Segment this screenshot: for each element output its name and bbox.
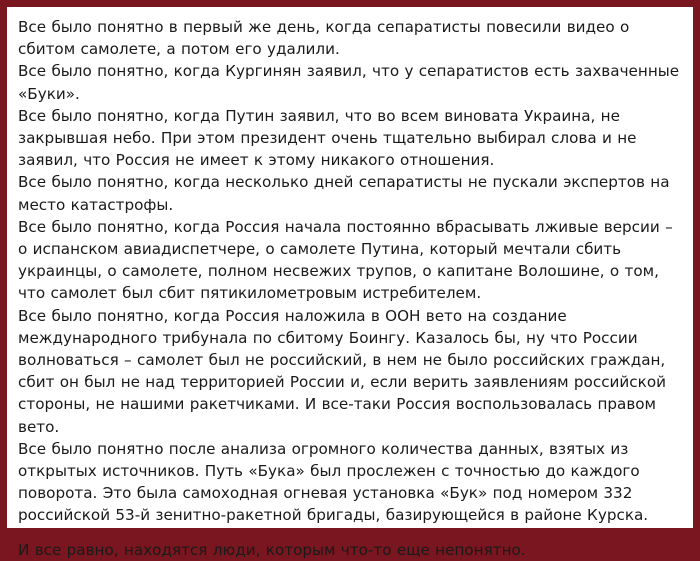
paragraph-first-day-video: Все было понятно в первый же день, когда сепаратисты повесили видео о сбитом самолете, а потом его удалили.: [18, 18, 630, 59]
paragraph-false-versions: Все было понятно, когда Россия начала постоянно вбрасывать лживые версии – о испанском авиадиспетчере, о самолете Путина, который мечтали сбить украинцы, о самолете, полном несвежих трупов, о капитане Волошине, о том, что самолет был сбит пятикилометровым истребителем.: [18, 217, 673, 303]
closing-paragraph: И все равно, находятся люди, которым что-то еще непонятно.: [18, 540, 526, 559]
paragraph-putin-statement: Все было понятно, когда Путин заявил, что во всем виновата Украина, не закрывшая небо. При этом президент очень тщательно выбирал слова и не заявил, что Россия не имеет к этому никакого отношения.: [18, 106, 637, 170]
paragraph-open-source-analysis: Все было понятно после анализа огромного количества данных, взятых из открытых источников. Путь «Бука» был прослежен с точностью до каждого поворота. Это была самоходная огневая установка «Бук» под номером 332 российской 53-й зенитно-ракетной бригады, базирующейся в районе Курска.: [18, 439, 649, 525]
paragraph-kurginyan-buk: Все было понятно, когда Кургинян заявил, что у сепаратистов есть захваченные «Буки».: [18, 62, 680, 103]
paragraph-experts-blocked: Все было понятно, когда несколько дней сепаратисты не пускали экспертов на место катастрофы.: [18, 173, 670, 214]
article-page: [7, 7, 693, 559]
paragraph-spacer: [18, 527, 683, 539]
paragraph-un-veto: Все было понятно, когда Россия наложила в ООН вето на создание международного трибунала по сбитому Боингу. Казалось бы, ну что России волноваться – самолет был не российский, в нем не было российских граждан, сбит он был не над территорией России и, если верить заявлениям российской стороны, не нашими ракетчиками. И все-таки Россия воспользовалась правом вето.: [18, 306, 666, 436]
